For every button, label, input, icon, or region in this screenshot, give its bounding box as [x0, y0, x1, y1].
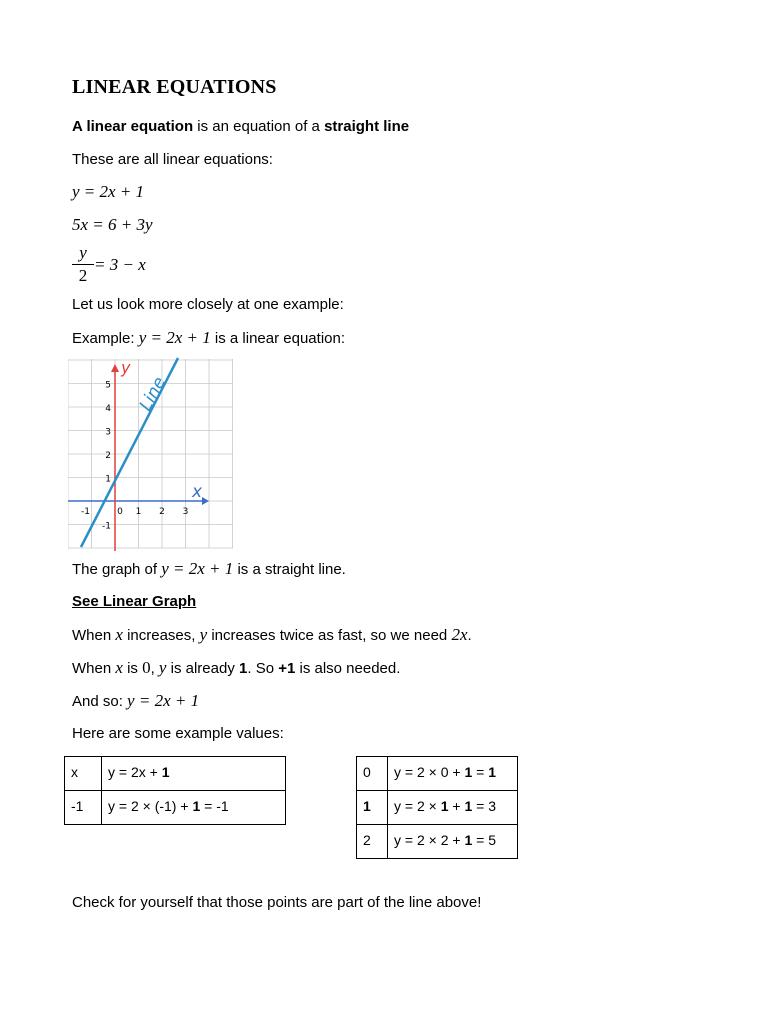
x-tick-label: -1 — [81, 507, 90, 517]
table-cell: y = 2 × (-1) + 1 = -1 — [102, 791, 286, 825]
y-axis-label: y — [121, 358, 131, 377]
table-cell: 1 — [357, 791, 388, 825]
example-equation: y = 2x + 1 — [138, 328, 211, 347]
graph-of-line: The graph of y = 2x + 1 is a straight line. — [72, 559, 346, 578]
example-line: Example: y = 2x + 1 is a linear equation: — [72, 328, 346, 347]
table-cell: x — [65, 757, 102, 791]
table-cell: 0 — [357, 757, 388, 791]
fraction-numerator: y — [72, 243, 94, 265]
values-table-right — [356, 756, 518, 859]
equation-2: 5x = 6 + 3y — [72, 215, 153, 234]
x-tick-label: 0 — [117, 507, 123, 517]
y-tick-label: 4 — [105, 404, 111, 414]
y-axis-arrow-icon — [111, 364, 119, 372]
y-tick-label: 1 — [105, 474, 111, 485]
table-row — [357, 825, 518, 859]
equation-1: y = 2x + 1 — [72, 182, 145, 201]
table-row — [65, 791, 286, 825]
y-tick-label: 3 — [105, 427, 111, 438]
table-cell: y = 2 × 0 + 1 = 1 — [388, 757, 518, 791]
table-cell: y = 2 × 1 + 1 = 3 — [388, 791, 518, 825]
line-label: Line — [135, 373, 171, 415]
table-cell: y = 2 × 2 + 1 = 5 — [388, 825, 518, 859]
equation-3-rhs: = 3 − x — [94, 255, 146, 274]
x-axis-label: x — [192, 482, 203, 502]
example-values-text: Here are some example values: — [72, 725, 284, 742]
see-linear-graph-link[interactable]: See Linear Graph — [72, 593, 197, 610]
x-tick-label: 3 — [182, 507, 189, 517]
page-title: LINEAR EQUATIONS — [72, 76, 277, 98]
linear-graph — [68, 356, 238, 551]
look-closely-text: Let us look more closely at one example: — [72, 296, 344, 313]
intro-paragraph — [72, 118, 409, 135]
when-zero-line: When x is 0, y is already 1. So +1 is also needed. — [72, 658, 401, 677]
these-are-text: These are all linear equations: — [72, 151, 273, 168]
linear-equation-term: A linear equation — [72, 118, 194, 135]
table-cell: 2 — [357, 825, 388, 859]
graph-of-equation: y = 2x + 1 — [161, 559, 234, 578]
y-tick-label: 2 — [105, 451, 111, 461]
y-tick-label: -1 — [102, 521, 111, 532]
and-so-line: And so: y = 2x + 1 — [72, 691, 200, 710]
table-row — [357, 757, 518, 791]
fraction-denominator: 2 — [78, 266, 88, 285]
equation-3-fraction — [72, 243, 94, 286]
graph-tick-labels — [81, 381, 188, 532]
check-text: Check for yourself that those points are part of the line above! — [72, 894, 482, 911]
when-increases-line: When x increases, y increases twice as fast, so we need 2x. — [72, 625, 472, 644]
x-axis-arrow-icon — [202, 497, 209, 505]
straight-line-term: straight line — [324, 118, 410, 135]
x-tick-label: 2 — [159, 507, 165, 517]
and-so-equation: y = 2x + 1 — [127, 691, 200, 710]
table-cell: -1 — [65, 791, 102, 825]
y-tick-label: 5 — [105, 380, 111, 391]
table-cell: y = 2x + 1 — [102, 757, 286, 791]
table-row — [357, 791, 518, 825]
values-table-left — [64, 756, 286, 825]
x-tick-label: 1 — [135, 507, 142, 517]
table-row — [65, 757, 286, 791]
intro-text: is an equation of a — [193, 118, 325, 135]
